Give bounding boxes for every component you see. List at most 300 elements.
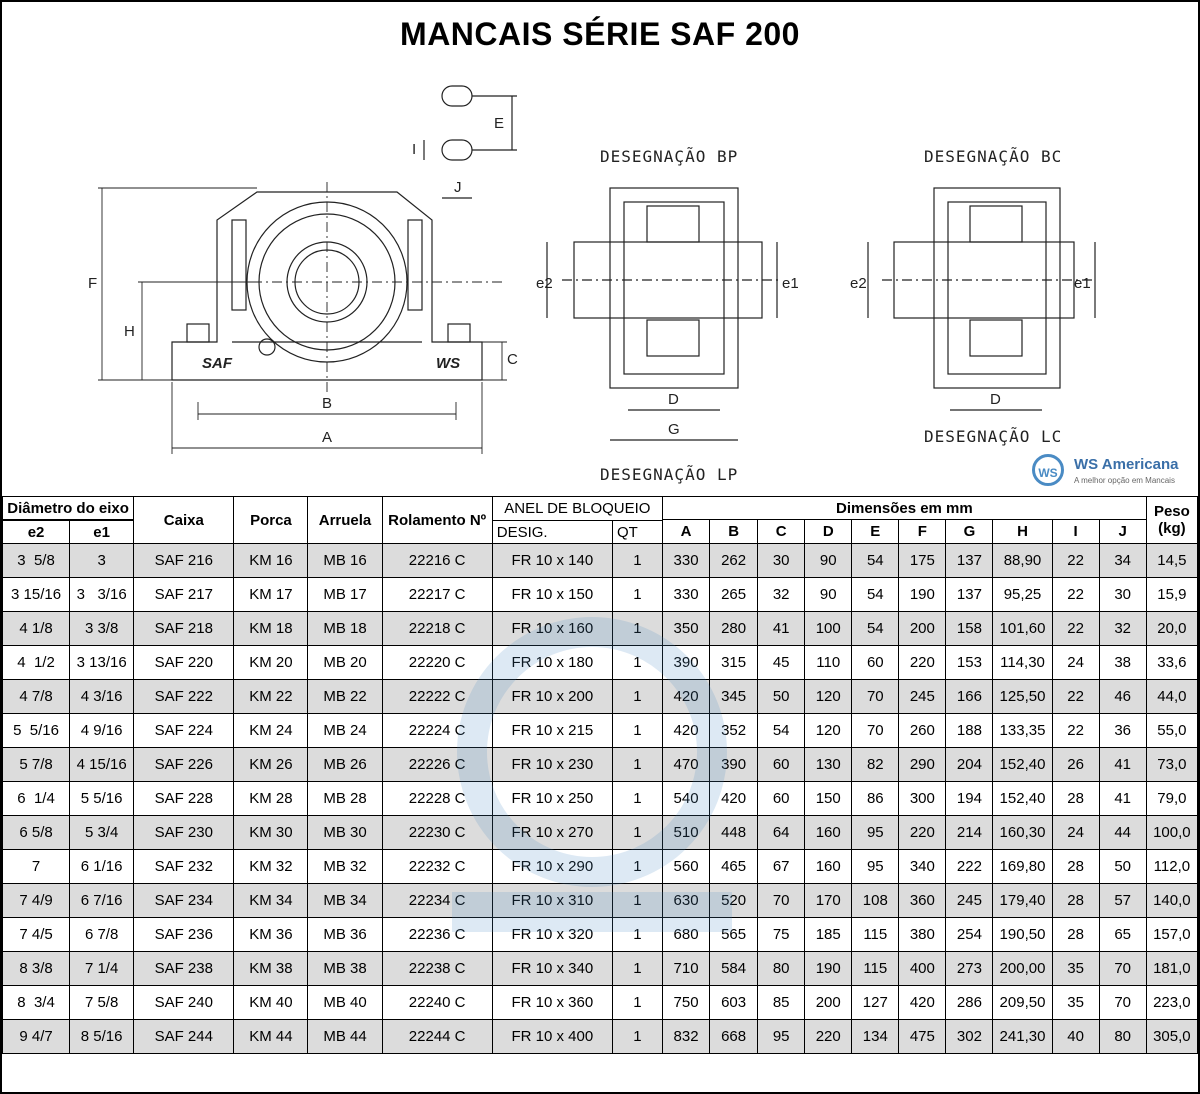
table-cell: 65 [1099,918,1146,952]
table-cell: 158 [946,612,993,646]
table-cell: MB 22 [308,680,382,714]
table-cell: KM 18 [234,612,308,646]
table-cell: KM 20 [234,646,308,680]
table-cell: 38 [1099,646,1146,680]
table-cell: FR 10 x 340 [492,952,612,986]
table-cell: 95 [758,1020,805,1054]
table-cell: 153 [946,646,993,680]
table-cell: FR 10 x 200 [492,680,612,714]
table-cell: 214 [946,816,993,850]
table-cell: 4 7/8 [3,680,70,714]
table-cell: 22216 C [382,544,492,578]
table-cell: 3 3/8 [70,612,134,646]
header-dimensoes: Dimensões em mm [663,497,1147,520]
table-cell: 710 [663,952,710,986]
table-cell: 3 [70,544,134,578]
table-cell: 209,50 [993,986,1052,1020]
table-cell: 584 [710,952,758,986]
header-col-b: B [710,520,758,544]
table-cell: 3 3/16 [70,578,134,612]
table-cell: 4 1/2 [3,646,70,680]
table-cell: 1 [612,952,662,986]
header-col-e: E [852,520,899,544]
table-cell: 832 [663,1020,710,1054]
table-cell: 22 [1052,578,1099,612]
table-cell: 152,40 [993,782,1052,816]
table-cell: MB 40 [308,986,382,1020]
table-cell: 41 [1099,782,1146,816]
table-cell: 88,90 [993,544,1052,578]
dim-label-f: F [88,275,98,292]
table-row [3,986,1198,1020]
table-cell: SAF 228 [134,782,234,816]
table-cell: 115 [852,952,899,986]
table-cell: 6 1/16 [70,850,134,884]
header-col-j: J [1099,520,1146,544]
dim-label-j: J [454,179,462,196]
table-cell: 22236 C [382,918,492,952]
table-row [3,1020,1198,1054]
table-cell: MB 44 [308,1020,382,1054]
table-row [3,782,1198,816]
table-cell: 134 [852,1020,899,1054]
table-cell: 90 [805,578,852,612]
header-col-f: F [899,520,946,544]
header-qt: QT [612,521,662,544]
table-cell: SAF 232 [134,850,234,884]
table-cell: 420 [899,986,946,1020]
table-cell: 112,0 [1146,850,1197,884]
table-cell: 114,30 [993,646,1052,680]
table-cell: SAF 218 [134,612,234,646]
table-cell: 5 5/16 [3,714,70,748]
table-cell: 220 [899,816,946,850]
table-cell: 22244 C [382,1020,492,1054]
table-cell: 352 [710,714,758,748]
dim-label-d-left: D [668,391,679,408]
table-cell: 32 [758,578,805,612]
table-row [3,748,1198,782]
table-cell: MB 34 [308,884,382,918]
table-cell: 46 [1099,680,1146,714]
table-cell: 22217 C [382,578,492,612]
table-cell: 190 [899,578,946,612]
table-cell: 7 1/4 [70,952,134,986]
dim-label-a: A [322,429,333,446]
table-cell: 465 [710,850,758,884]
table-cell: 22 [1052,544,1099,578]
table-cell: 55,0 [1146,714,1197,748]
table-cell: 110 [805,646,852,680]
table-cell: 1 [612,680,662,714]
table-cell: 70 [1099,952,1146,986]
table-cell: 9 4/7 [3,1020,70,1054]
table-cell: 1 [612,884,662,918]
designation-bp: DESEGNAÇÃO BP [600,147,739,166]
dim-label-e2-right: e2 [850,275,867,292]
table-cell: 33,6 [1146,646,1197,680]
table-cell: 22234 C [382,884,492,918]
table-cell: 54 [852,544,899,578]
table-cell: 54 [758,714,805,748]
table-cell: 175 [899,544,946,578]
table-cell: 200 [899,612,946,646]
table-cell: 70 [1099,986,1146,1020]
dim-label-e: E [494,115,505,132]
table-cell: 22232 C [382,850,492,884]
table-cell: 241,30 [993,1020,1052,1054]
table-cell: 245 [899,680,946,714]
table-row [3,952,1198,986]
header-e1: e1 [70,521,134,544]
table-cell: KM 16 [234,544,308,578]
table-cell: SAF 226 [134,748,234,782]
table-cell: MB 30 [308,816,382,850]
table-cell: 170 [805,884,852,918]
table-cell: FR 10 x 290 [492,850,612,884]
table-cell: FR 10 x 160 [492,612,612,646]
table-cell: 3 5/8 [3,544,70,578]
table-row [3,714,1198,748]
table-cell: 22224 C [382,714,492,748]
table-cell: 302 [946,1020,993,1054]
section-bc-lc [868,188,1095,410]
table-cell: 85 [758,986,805,1020]
header-col-h: H [993,520,1052,544]
table-cell: 3 15/16 [3,578,70,612]
table-cell: 190,50 [993,918,1052,952]
table-cell: 34 [1099,544,1146,578]
table-cell: 220 [899,646,946,680]
table-cell: 1 [612,1020,662,1054]
table-cell: 204 [946,748,993,782]
table-cell: 120 [805,714,852,748]
dim-label-e2-left: e2 [536,275,553,292]
header-col-d: D [805,520,852,544]
table-cell: FR 10 x 150 [492,578,612,612]
table-cell: 40 [1052,1020,1099,1054]
header-col-a: A [663,520,710,544]
dim-label-c: C [507,351,518,368]
logo-name: WS Americana [1074,456,1179,473]
table-cell: FR 10 x 270 [492,816,612,850]
table-cell: 22220 C [382,646,492,680]
table-cell: 22218 C [382,612,492,646]
table-cell: 200 [805,986,852,1020]
table-cell: 8 5/16 [70,1020,134,1054]
header-porca: Porca [234,497,308,544]
section-bp-lp [547,188,782,440]
table-cell: 169,80 [993,850,1052,884]
table-cell: MB 28 [308,782,382,816]
header-e2: e2 [3,521,70,544]
table-cell: 150 [805,782,852,816]
table-cell: 160 [805,850,852,884]
table-cell: FR 10 x 310 [492,884,612,918]
designation-lc: DESEGNAÇÃO LC [924,427,1063,446]
table-cell: 95 [852,850,899,884]
table-cell: 220 [805,1020,852,1054]
table-cell: SAF 236 [134,918,234,952]
table-cell: 400 [899,952,946,986]
table-cell: 273 [946,952,993,986]
table-cell: 181,0 [1146,952,1197,986]
table-cell: 6 7/8 [70,918,134,952]
table-cell: KM 40 [234,986,308,1020]
table-cell: MB 36 [308,918,382,952]
table-cell: 45 [758,646,805,680]
table-row [3,884,1198,918]
table-cell: 222 [946,850,993,884]
table-cell: 28 [1052,918,1099,952]
table-cell: 22 [1052,680,1099,714]
table-cell: 120 [805,680,852,714]
table-cell: 20,0 [1146,612,1197,646]
header-peso: Peso (kg) [1146,497,1197,544]
table-cell: 100 [805,612,852,646]
table-cell: 245 [946,884,993,918]
table-cell: KM 38 [234,952,308,986]
table-cell: 330 [663,544,710,578]
table-cell: 22 [1052,612,1099,646]
table-cell: KM 44 [234,1020,308,1054]
header-anel: ANEL DE BLOQUEIO [492,497,662,521]
table-row [3,544,1198,578]
table-cell: 3 13/16 [70,646,134,680]
table-cell: 7 4/5 [3,918,70,952]
table-cell: 60 [852,646,899,680]
table-cell: 4 9/16 [70,714,134,748]
table-cell: 50 [758,680,805,714]
table-cell: 54 [852,612,899,646]
table-cell: MB 18 [308,612,382,646]
table-cell: 750 [663,986,710,1020]
table-cell: 262 [710,544,758,578]
table-cell: 185 [805,918,852,952]
table-cell: SAF 217 [134,578,234,612]
header-col-i: I [1052,520,1099,544]
table-cell: 30 [758,544,805,578]
dim-label-e1-left: e1 [782,275,799,292]
table-cell: 41 [1099,748,1146,782]
table-row [3,612,1198,646]
table-cell: 67 [758,850,805,884]
table-cell: 1 [612,748,662,782]
table-cell: 5 7/8 [3,748,70,782]
table-cell: 101,60 [993,612,1052,646]
table-cell: 86 [852,782,899,816]
table-cell: 340 [899,850,946,884]
table-cell: FR 10 x 360 [492,986,612,1020]
table-cell: 35 [1052,986,1099,1020]
table-cell: 390 [710,748,758,782]
table-cell: 540 [663,782,710,816]
table-cell: 80 [758,952,805,986]
table-cell: KM 32 [234,850,308,884]
table-cell: 5 5/16 [70,782,134,816]
dim-label-i: I [412,141,417,158]
table-cell: FR 10 x 250 [492,782,612,816]
table-cell: 95,25 [993,578,1052,612]
table-cell: 286 [946,986,993,1020]
table-cell: KM 30 [234,816,308,850]
header-caixa: Caixa [134,497,234,544]
table-cell: 36 [1099,714,1146,748]
table-cell: 152,40 [993,748,1052,782]
table-cell: 190 [805,952,852,986]
table-cell: 1 [612,612,662,646]
table-cell: 8 3/8 [3,952,70,986]
table-cell: 64 [758,816,805,850]
table-cell: 360 [899,884,946,918]
table-cell: 603 [710,986,758,1020]
table-cell: 8 3/4 [3,986,70,1020]
table-cell: 6 7/16 [70,884,134,918]
header-arruela: Arruela [308,497,382,544]
table-cell: MB 17 [308,578,382,612]
table-cell: MB 24 [308,714,382,748]
table-cell: 24 [1052,816,1099,850]
table-row [3,918,1198,952]
table-cell: 28 [1052,884,1099,918]
table-cell: MB 32 [308,850,382,884]
specs-table [2,496,1198,1054]
table-cell: FR 10 x 180 [492,646,612,680]
table-cell: 1 [612,850,662,884]
table-cell: 1 [612,782,662,816]
table-cell: FR 10 x 320 [492,918,612,952]
table-cell: SAF 216 [134,544,234,578]
header-diametro: Diâmetro do eixo [3,497,134,520]
table-cell: 448 [710,816,758,850]
table-cell: 115 [852,918,899,952]
table-cell: 510 [663,816,710,850]
dim-label-d-right: D [990,391,1001,408]
table-cell: 630 [663,884,710,918]
table-row [3,646,1198,680]
table-cell: 200,00 [993,952,1052,986]
table-cell: 680 [663,918,710,952]
table-cell: 4 15/16 [70,748,134,782]
table-cell: 14,5 [1146,544,1197,578]
table-cell: 157,0 [1146,918,1197,952]
table-cell: 82 [852,748,899,782]
dim-label-e1-right: e1 [1074,275,1091,292]
table-cell: MB 16 [308,544,382,578]
table-cell: 22230 C [382,816,492,850]
table-cell: 28 [1052,850,1099,884]
table-cell: SAF 220 [134,646,234,680]
table-cell: 380 [899,918,946,952]
table-cell: 560 [663,850,710,884]
table-cell: 22228 C [382,782,492,816]
dim-label-g: G [668,421,680,438]
table-cell: 125,50 [993,680,1052,714]
table-cell: 420 [710,782,758,816]
table-cell: 137 [946,578,993,612]
table-cell: 315 [710,646,758,680]
table-cell: 160,30 [993,816,1052,850]
table-cell: 15,9 [1146,578,1197,612]
table-row [3,850,1198,884]
table-cell: SAF 224 [134,714,234,748]
table-cell: 4 3/16 [70,680,134,714]
table-cell: MB 20 [308,646,382,680]
table-cell: 60 [758,748,805,782]
designation-bc: DESEGNAÇÃO BC [924,147,1063,166]
table-cell: 137 [946,544,993,578]
table-cell: 4 1/8 [3,612,70,646]
table-cell: 300 [899,782,946,816]
table-cell: SAF 238 [134,952,234,986]
page-title: MANCAIS SÉRIE SAF 200 [400,16,800,52]
table-cell: 80 [1099,1020,1146,1054]
table-cell: KM 22 [234,680,308,714]
housing-mark-ws: WS [436,355,461,372]
table-cell: 60 [758,782,805,816]
table-cell: 44 [1099,816,1146,850]
table-cell: 108 [852,884,899,918]
table-cell: 470 [663,748,710,782]
table-cell: 22226 C [382,748,492,782]
table-cell: 44,0 [1146,680,1197,714]
table-cell: 70 [852,680,899,714]
table-cell: SAF 222 [134,680,234,714]
specs-table-body [3,544,1198,1054]
table-cell: 130 [805,748,852,782]
table-cell: 24 [1052,646,1099,680]
table-cell: SAF 234 [134,884,234,918]
table-cell: 223,0 [1146,986,1197,1020]
table-cell: 179,40 [993,884,1052,918]
table-cell: KM 17 [234,578,308,612]
table-cell: SAF 230 [134,816,234,850]
table-cell: 28 [1052,782,1099,816]
table-cell: 7 4/9 [3,884,70,918]
table-cell: 420 [663,714,710,748]
table-cell: KM 26 [234,748,308,782]
table-cell: 7 [3,850,70,884]
table-cell: 1 [612,714,662,748]
table-cell: SAF 240 [134,986,234,1020]
dim-label-b: B [322,395,333,412]
table-cell: 6 1/4 [3,782,70,816]
table-cell: 1 [612,646,662,680]
table-cell: 50 [1099,850,1146,884]
table-cell: 127 [852,986,899,1020]
table-cell: 133,35 [993,714,1052,748]
table-cell: 22238 C [382,952,492,986]
table-cell: 188 [946,714,993,748]
table-cell: 32 [1099,612,1146,646]
table-cell: 30 [1099,578,1146,612]
ws-logo-icon: WS [1032,454,1064,486]
logo-tagline: A melhor opção em Mancais [1074,476,1175,485]
header-col-g: G [946,520,993,544]
table-cell: 305,0 [1146,1020,1197,1054]
designation-lp: DESEGNAÇÃO LP [600,465,739,484]
table-cell: 95 [852,816,899,850]
table-cell: 260 [899,714,946,748]
table-cell: 7 5/8 [70,986,134,1020]
table-cell: MB 26 [308,748,382,782]
table-cell: 475 [899,1020,946,1054]
table-cell: 70 [758,884,805,918]
table-cell: 5 3/4 [70,816,134,850]
table-cell: MB 38 [308,952,382,986]
housing-mark-saf: SAF [202,355,232,372]
table-cell: 26 [1052,748,1099,782]
